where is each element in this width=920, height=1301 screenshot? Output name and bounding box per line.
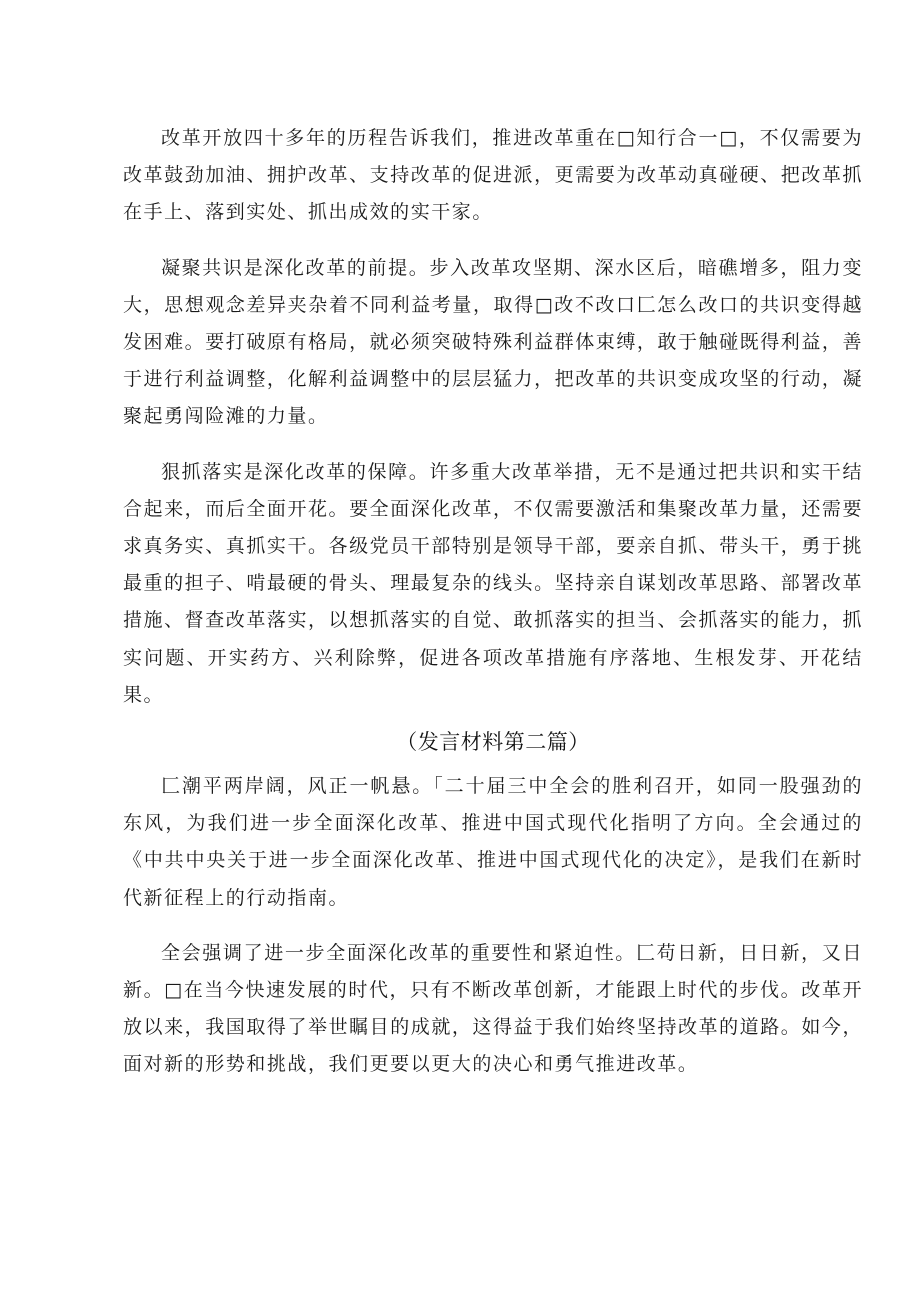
paragraph-gap: [123, 232, 863, 250]
paragraph-implementation: 狠抓落实是深化改革的保障。许多重大改革举措，无不是通过把共识和实干结合起来，而后全面开花。要全面深化改革，不仅需要激活和集聚改革力量，还需要求真务实、真抓实干。各级党员干部特别是领导干部，要亲自抓、带头干，勇于挑最重的担子、啃最硬的骨头、理最复杂的线头。坚持亲自谋划改革思路、部署改革措施、督查改革落实，以想抓落实的自觉、敢抓落实的担当、会抓落实的能力，抓实问题、开实药方、兴利除弊，促进各项改革措施有序落地、生根发芽、开花结果。: [123, 460, 863, 706]
paragraph-reform-history: 改革开放四十多年的历程告诉我们，推进改革重在□知行合一□，不仅需要为改革鼓劲加油、拥护改革、支持改革的促进派，更需要为改革动真碰硬、把改革抓在手上、落到实处、抓出成效的实干家。: [123, 127, 863, 224]
paragraph-consensus: 凝聚共识是深化改革的前提。步入改革攻坚期、深水区后，暗礁增多，阻力变大，思想观念差异夹杂着不同利益考量，取得□改不改口匚怎么改口的共识变得越发困难。要打破原有格局，就必须突破特殊利益群体束缚，敢于触碰既得利益，善于进行利益调整，化解利益调整中的层层猛力，把改革的共识变成攻坚的行动，凝聚起勇闯险滩的力量。: [123, 256, 863, 428]
paragraph-gap: [123, 917, 863, 935]
section-heading: （发言材料第二篇）: [396, 730, 590, 755]
paragraph-gap: [123, 436, 863, 454]
document-body: [123, 120, 863, 1084]
paragraph-plenary-session: 匚潮平两岸阔，风正一帆悬。「二十届三中全会的胜利召开，如同一股强劲的东风，为我们进一步全面深化改革、推进中国式现代化指明了方向。全会通过的《中共中央关于进一步全面深化改革、推进中国式现代化的决定》，是我们在新时代新征程上的行动指南。: [123, 775, 863, 909]
paragraph-urgency: 全会强调了进一步全面深化改革的重要性和紧迫性。匚苟日新，日日新，又日新。□在当今快速发展的时代，只有不断改革创新，才能跟上时代的步伐。改革开放以来，我国取得了举世瞩目的成就，这得益于我们始终坚持改革的道路。如今，面对新的形势和挑战，我们更要以更大的决心和勇气推进改革。: [123, 941, 863, 1076]
